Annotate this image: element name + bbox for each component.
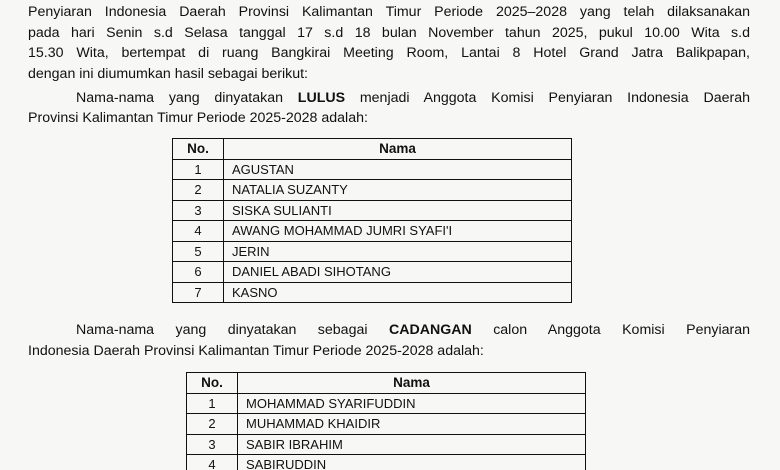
table-header-row <box>173 139 572 160</box>
lulus-continuation-line: Provinsi Kalimantan Timur Periode 2025-2028 adalah: <box>28 110 368 126</box>
cadangan-lead-text: calon Anggota Komisi Penyiaran <box>471 322 750 338</box>
table-row <box>173 159 572 180</box>
table-row <box>187 393 586 414</box>
row-name: KASNO <box>224 282 572 303</box>
column-header-name: Nama <box>224 139 572 160</box>
row-number: 2 <box>173 180 224 201</box>
cadangan-lead-line <box>76 320 750 341</box>
row-name: DANIEL ABADI SIHOTANG <box>224 262 572 283</box>
table-row <box>173 241 572 262</box>
row-number: 7 <box>173 282 224 303</box>
table-row <box>187 414 586 435</box>
column-header-no: No. <box>187 373 238 394</box>
cadangan-continuation-line: Indonesia Daerah Provinsi Kalimantan Timur Periode 2025-2028 adalah: <box>28 343 484 359</box>
row-name: AWANG MOHAMMAD JUMRI SYAFI'I <box>224 221 572 242</box>
table-row <box>187 434 586 455</box>
lulus-keyword: LULUS <box>297 90 346 106</box>
table-row <box>187 455 586 470</box>
row-name: SABIRUDDIN <box>238 455 586 470</box>
cadangan-keyword: CADANGAN <box>388 322 472 338</box>
row-name: MUHAMMAD KHAIDIR <box>238 414 586 435</box>
row-number: 4 <box>187 455 238 470</box>
row-number: 5 <box>173 241 224 262</box>
table-row <box>173 200 572 221</box>
cadangan-table-body <box>187 393 586 470</box>
table-header-row <box>187 373 586 394</box>
column-header-no: No. <box>173 139 224 160</box>
cadangan-table <box>186 372 586 470</box>
intro-paragraph <box>28 2 750 84</box>
table-row <box>173 180 572 201</box>
table-row <box>173 262 572 283</box>
row-name: JERIN <box>224 241 572 262</box>
lulus-lead-line <box>76 88 750 109</box>
row-number: 3 <box>173 200 224 221</box>
row-number: 1 <box>187 393 238 414</box>
intro-line: 15.30 Wita, bertempat di ruang Bangkirai Meeting Room, Lantai 8 Hotel Grand Jatra Balikpapan, <box>28 45 750 61</box>
row-number: 2 <box>187 414 238 435</box>
table-row <box>173 221 572 242</box>
row-number: 3 <box>187 434 238 455</box>
table-row <box>173 282 572 303</box>
cadangan-lead-text: Nama-nama yang dinyatakan sebagai <box>76 322 389 338</box>
intro-line: Penyiaran Indonesia Daerah Provinsi Kalimantan Timur Periode 2025–2028 yang telah dilaksanakan <box>28 4 750 20</box>
intro-line: dengan ini diumumkan hasil sebagai berikut: <box>28 65 308 82</box>
lulus-table-body <box>173 159 572 303</box>
row-name: NATALIA SUZANTY <box>224 180 572 201</box>
row-name: SABIR IBRAHIM <box>238 434 586 455</box>
intro-line: pada hari Senin s.d Selasa tanggal 17 s.d 18 bulan November tahun 2025, pukul 10.00 Wita s.d <box>28 24 750 41</box>
column-header-name: Nama <box>238 373 586 394</box>
row-name: SISKA SULIANTI <box>224 200 572 221</box>
lulus-table <box>172 138 572 303</box>
row-number: 4 <box>173 221 224 242</box>
row-number: 6 <box>173 262 224 283</box>
row-number: 1 <box>173 159 224 180</box>
row-name: AGUSTAN <box>224 159 572 180</box>
row-name: MOHAMMAD SYARIFUDDIN <box>238 393 586 414</box>
lulus-lead-text: Nama-nama yang dinyatakan <box>76 90 298 106</box>
lulus-lead-text: menjadi Anggota Komisi Penyiaran Indonesia Daerah <box>345 90 750 106</box>
